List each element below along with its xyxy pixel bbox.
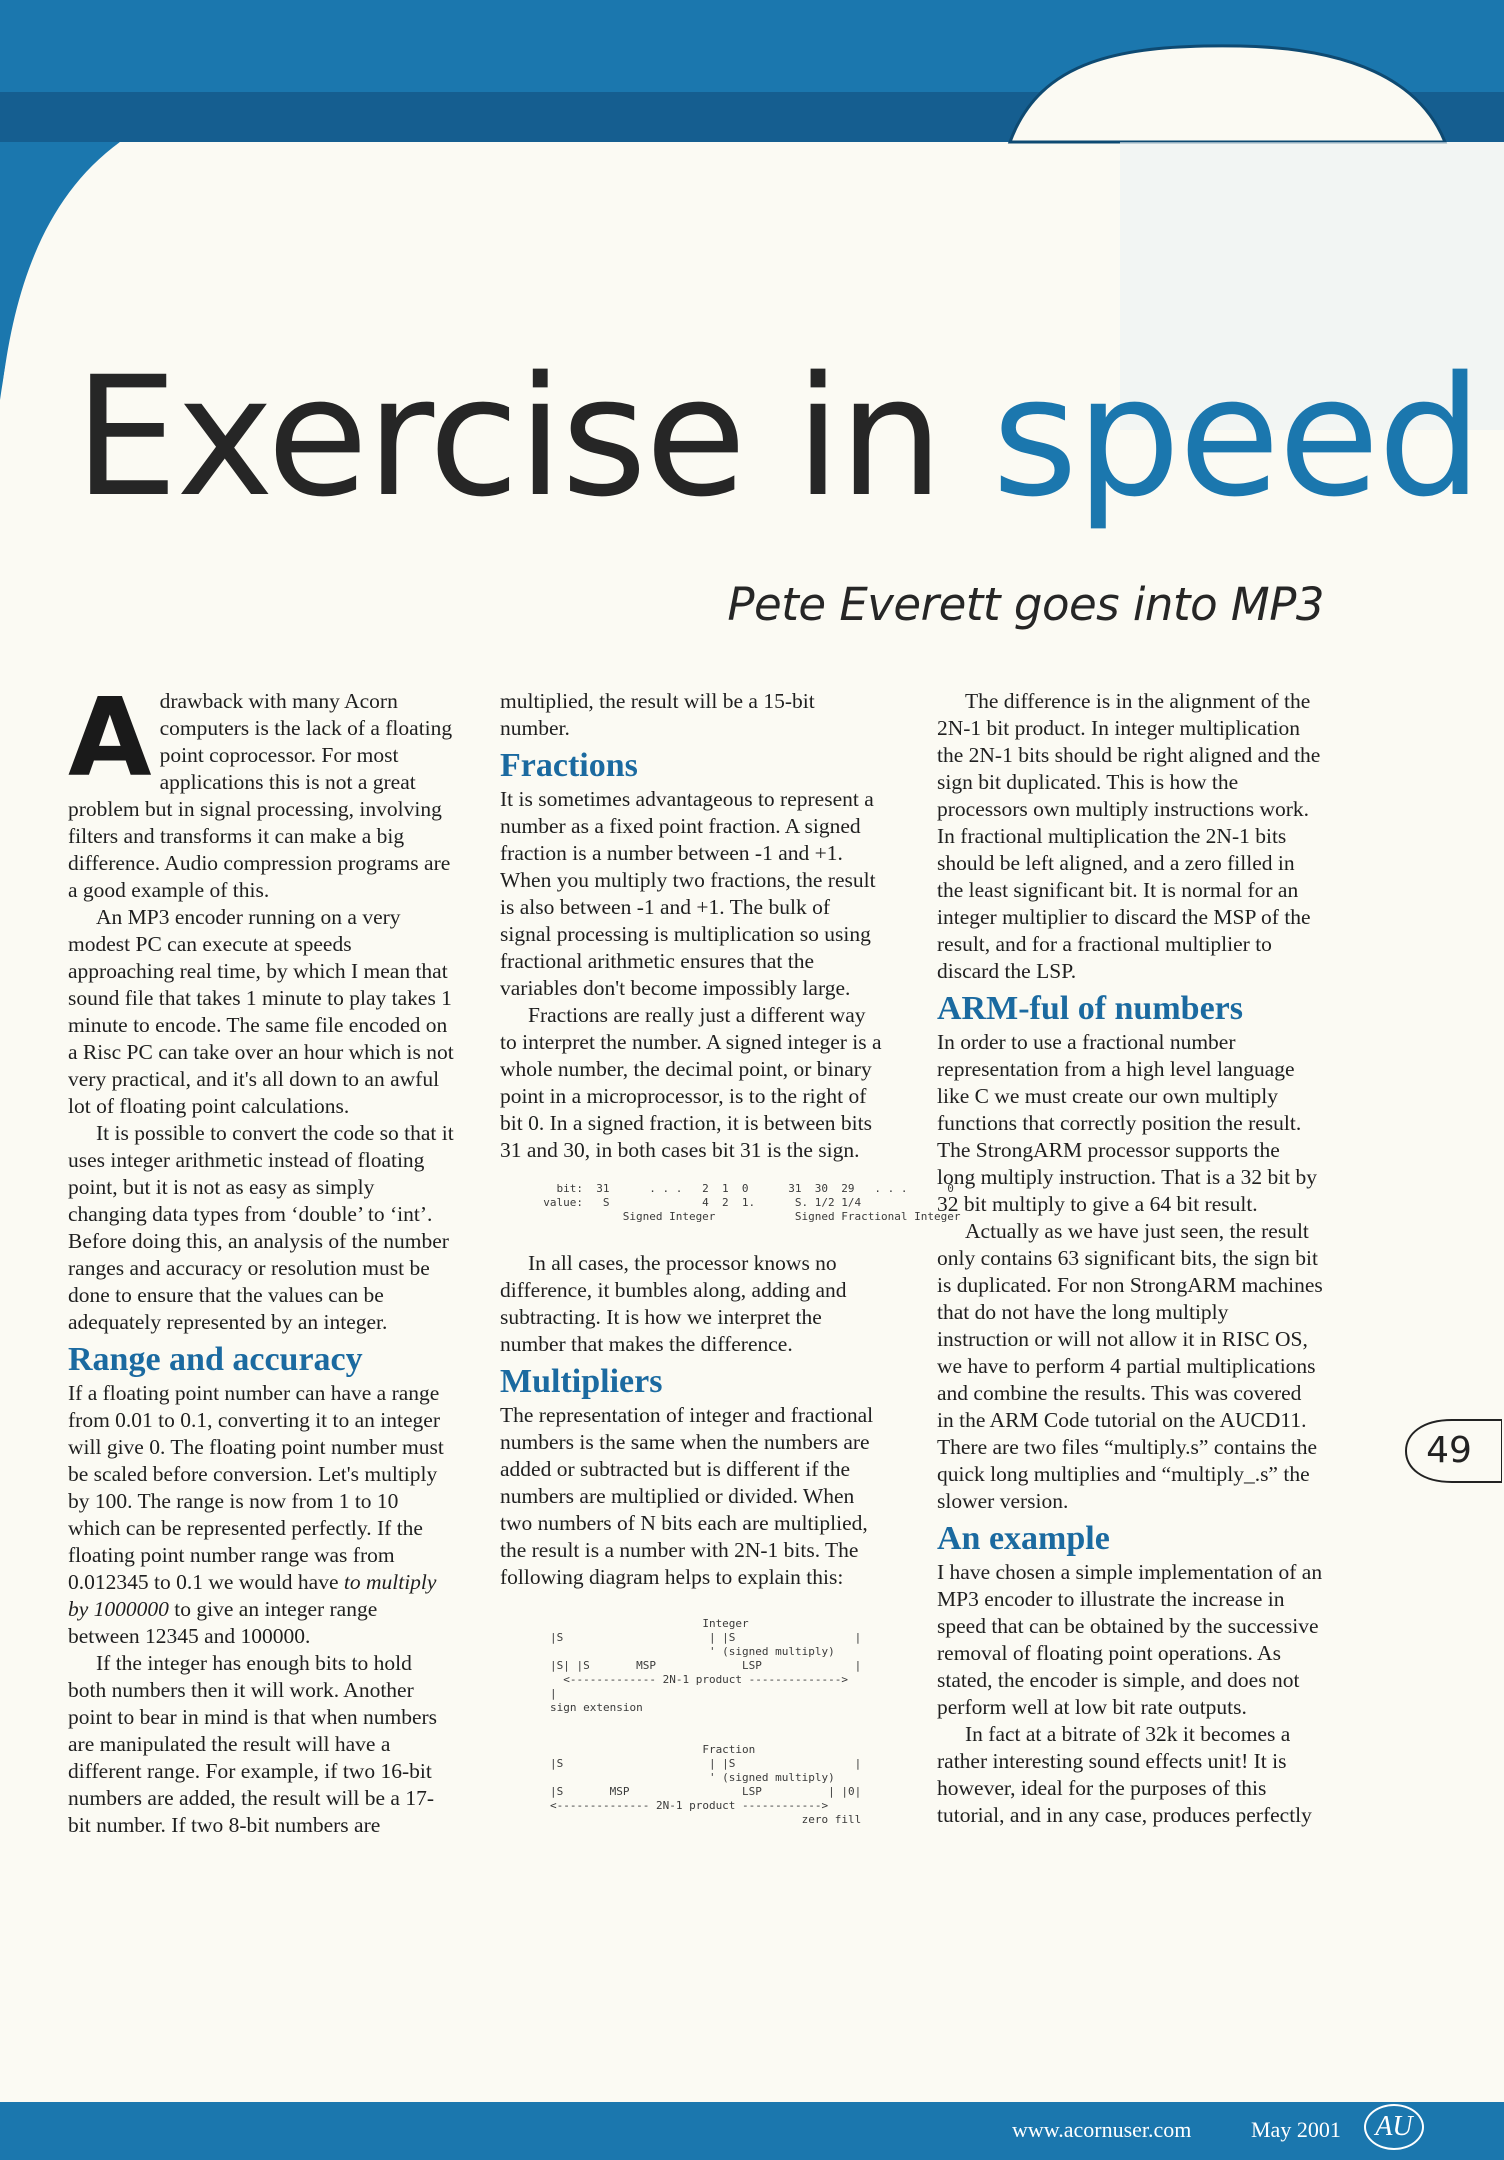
page-number: 49 — [1426, 1430, 1472, 1471]
paragraph: It is sometimes advantageous to represent a number as a fixed point fraction. A signed fraction is a number between -1 and +1. When you multiply two fractions, the result is also between -1 and +1. The bulk of signal processing is multiplication so using fractional arithmetic ensures that the variables don't become impossibly large. — [500, 787, 876, 1000]
paragraph-text: to give an integer range between 12345 and 100000. — [68, 1597, 378, 1648]
paragraph: If the integer has enough bits to hold both numbers then it will work. Another point to bear in mind is that when numbers are manipulated the result will have a different range. For example, if two 16-bit numbers are added, the result will be a 17-bit number. If two 8-bit numbers are — [68, 1651, 438, 1837]
column-2 — [500, 688, 961, 1827]
paragraph: The difference is in the alignment of the 2N-1 bit product. In integer multiplication the 2N-1 bits should be right aligned and the sign bit duplicated. This is how the processors own multiply instructions work. In fractional multiplication the 2N-1 bits should be left aligned, and a zero filled in the least significant bit. It is normal for an integer multiplier to discard the MSP of the result, and for a fractional multiplier to discard the LSP. — [937, 689, 1321, 983]
title-accent: speed — [991, 341, 1481, 533]
paragraph: An MP3 encoder running on a very modest PC can execute at speeds approaching real time, by which I mean that sound file that takes 1 minute to play takes 1 minute to encode. The same file encoded on a Risc PC can take over an hour which is not very practical, and it's all down to an awful lot of floating point calculations. — [68, 905, 454, 1118]
footer-date: May 2001 — [1251, 2117, 1341, 2142]
section-heading-armful: ARM-ful of numbers — [937, 990, 1243, 1027]
drop-cap: A — [68, 676, 152, 801]
paragraph: I have chosen a simple implementation of an MP3 encoder to illustrate the increase in speed that can be obtained by the successive removal of floating point operations. As stated, the encoder is simple, and does not perform well at low bit rate outputs. — [937, 1560, 1323, 1719]
paragraph: In order to use a fractional number representation from a high level language like C we must create our own multiply functions that correctly position the result. The StrongARM processor supports the long multiply instruction. That is a 32 bit by 32 bit multiply to give a 64 bit result. — [937, 1030, 1318, 1216]
paragraph-text: If a floating point number can have a range from 0.01 to 0.1, converting it to an integer will give 0. The floating point number must be scaled before conversion. Let's multiply by 100. The range is now from 1 to 10 which can be represented perfectly. If the floating point number range was from 0.012345 to 0.1 we would have — [68, 1381, 444, 1594]
paragraph: It is possible to convert the code so that it uses integer arithmetic instead of floating point, but it is not as easy as simply changing data types from ‘double’ to ‘int’. Before doing this, an analysis of the number ranges and accuracy or resolution must be done to ensure that the values can be adequately represented by an integer. — [68, 1121, 454, 1334]
column-1 — [68, 676, 454, 1839]
footer-bar — [0, 2102, 1504, 2160]
paragraph: Actually as we have just seen, the result only contains 63 significant bits, the sign bit is duplicated. For non StrongARM machines that do not have the long multiply instruction or will not allow it in RISC OS, we have to perform 4 partial multiplications and combine the results. This was covered in the ARM Code tutorial on the AUCD11. There are two files “multiply.s” contains the quick long multiplies and “multiply_.s” the slower version. — [937, 1219, 1323, 1513]
paragraph — [68, 1380, 454, 1650]
paragraph: Fractions are really just a different way to interpret the number. A signed integer is a whole number, the decimal point, or binary point in a microprocessor, is to the right of bit 0. In a signed fraction, it is between bits 31 and 30, in both cases bit 31 is the sign. — [500, 1003, 882, 1162]
multiply-diagram: Integer |S | |S | ' (signed multiply) |S| |S MSP LSP | <------------- 2N-1 product --------------> | sign extension Fraction |S | |S | ' (signed multiply) |S MSP LSP | |0| <-------------- 2N-1 product ------------> zero fill — [550, 1617, 862, 1826]
acorn-user-logo: AU — [1364, 2104, 1424, 2150]
section-heading-range: Range and accuracy — [68, 1341, 363, 1378]
paragraph: In all cases, the processor knows no difference, it bumbles along, adding and subtracting. It is how we interpret the number that makes the difference. — [500, 1251, 847, 1356]
paragraph: drawback with many Acorn computers is the lack of a floating point coprocessor. For most applications this is not a great problem but in signal processing, involving filters and transforms it can make a big difference. Audio compression programs are a good example of this. — [68, 689, 453, 902]
article-subtitle: Pete Everett goes into MP3 — [727, 578, 1324, 631]
paragraph: The representation of integer and fractional numbers is the same when the numbers are added or subtracted but is different if the numbers are multiplied or divided. When two numbers of N bits each are multiplied, the result is a number with 2N-1 bits. The following diagram helps to explain this: — [500, 1403, 874, 1589]
article-title — [74, 341, 1481, 533]
section-heading-fractions: Fractions — [500, 747, 638, 784]
footer-url[interactable]: www.acornuser.com — [1012, 2117, 1192, 2142]
bit-diagram: bit: 31 . . . 2 1 0 31 30 29 . . . 0 value: S 4 2 1. S. 1/2 1/4 Signed Integer Signed Fractional Integer — [543, 1182, 961, 1223]
title-main: Exercise in — [74, 341, 992, 533]
section-heading-multipliers: Multipliers — [500, 1363, 663, 1400]
paragraph: In fact at a bitrate of 32k it becomes a rather interesting sound effects unit! It is however, ideal for the purposes of this tutorial, and in any case, produces perfectly — [937, 1722, 1312, 1827]
paragraph: multiplied, the result will be a 15-bit number. — [500, 689, 815, 740]
paragraph-italic: to multiply by 1000000 — [68, 1570, 437, 1621]
section-heading-example: An example — [937, 1520, 1110, 1557]
column-3 — [937, 688, 1323, 1829]
